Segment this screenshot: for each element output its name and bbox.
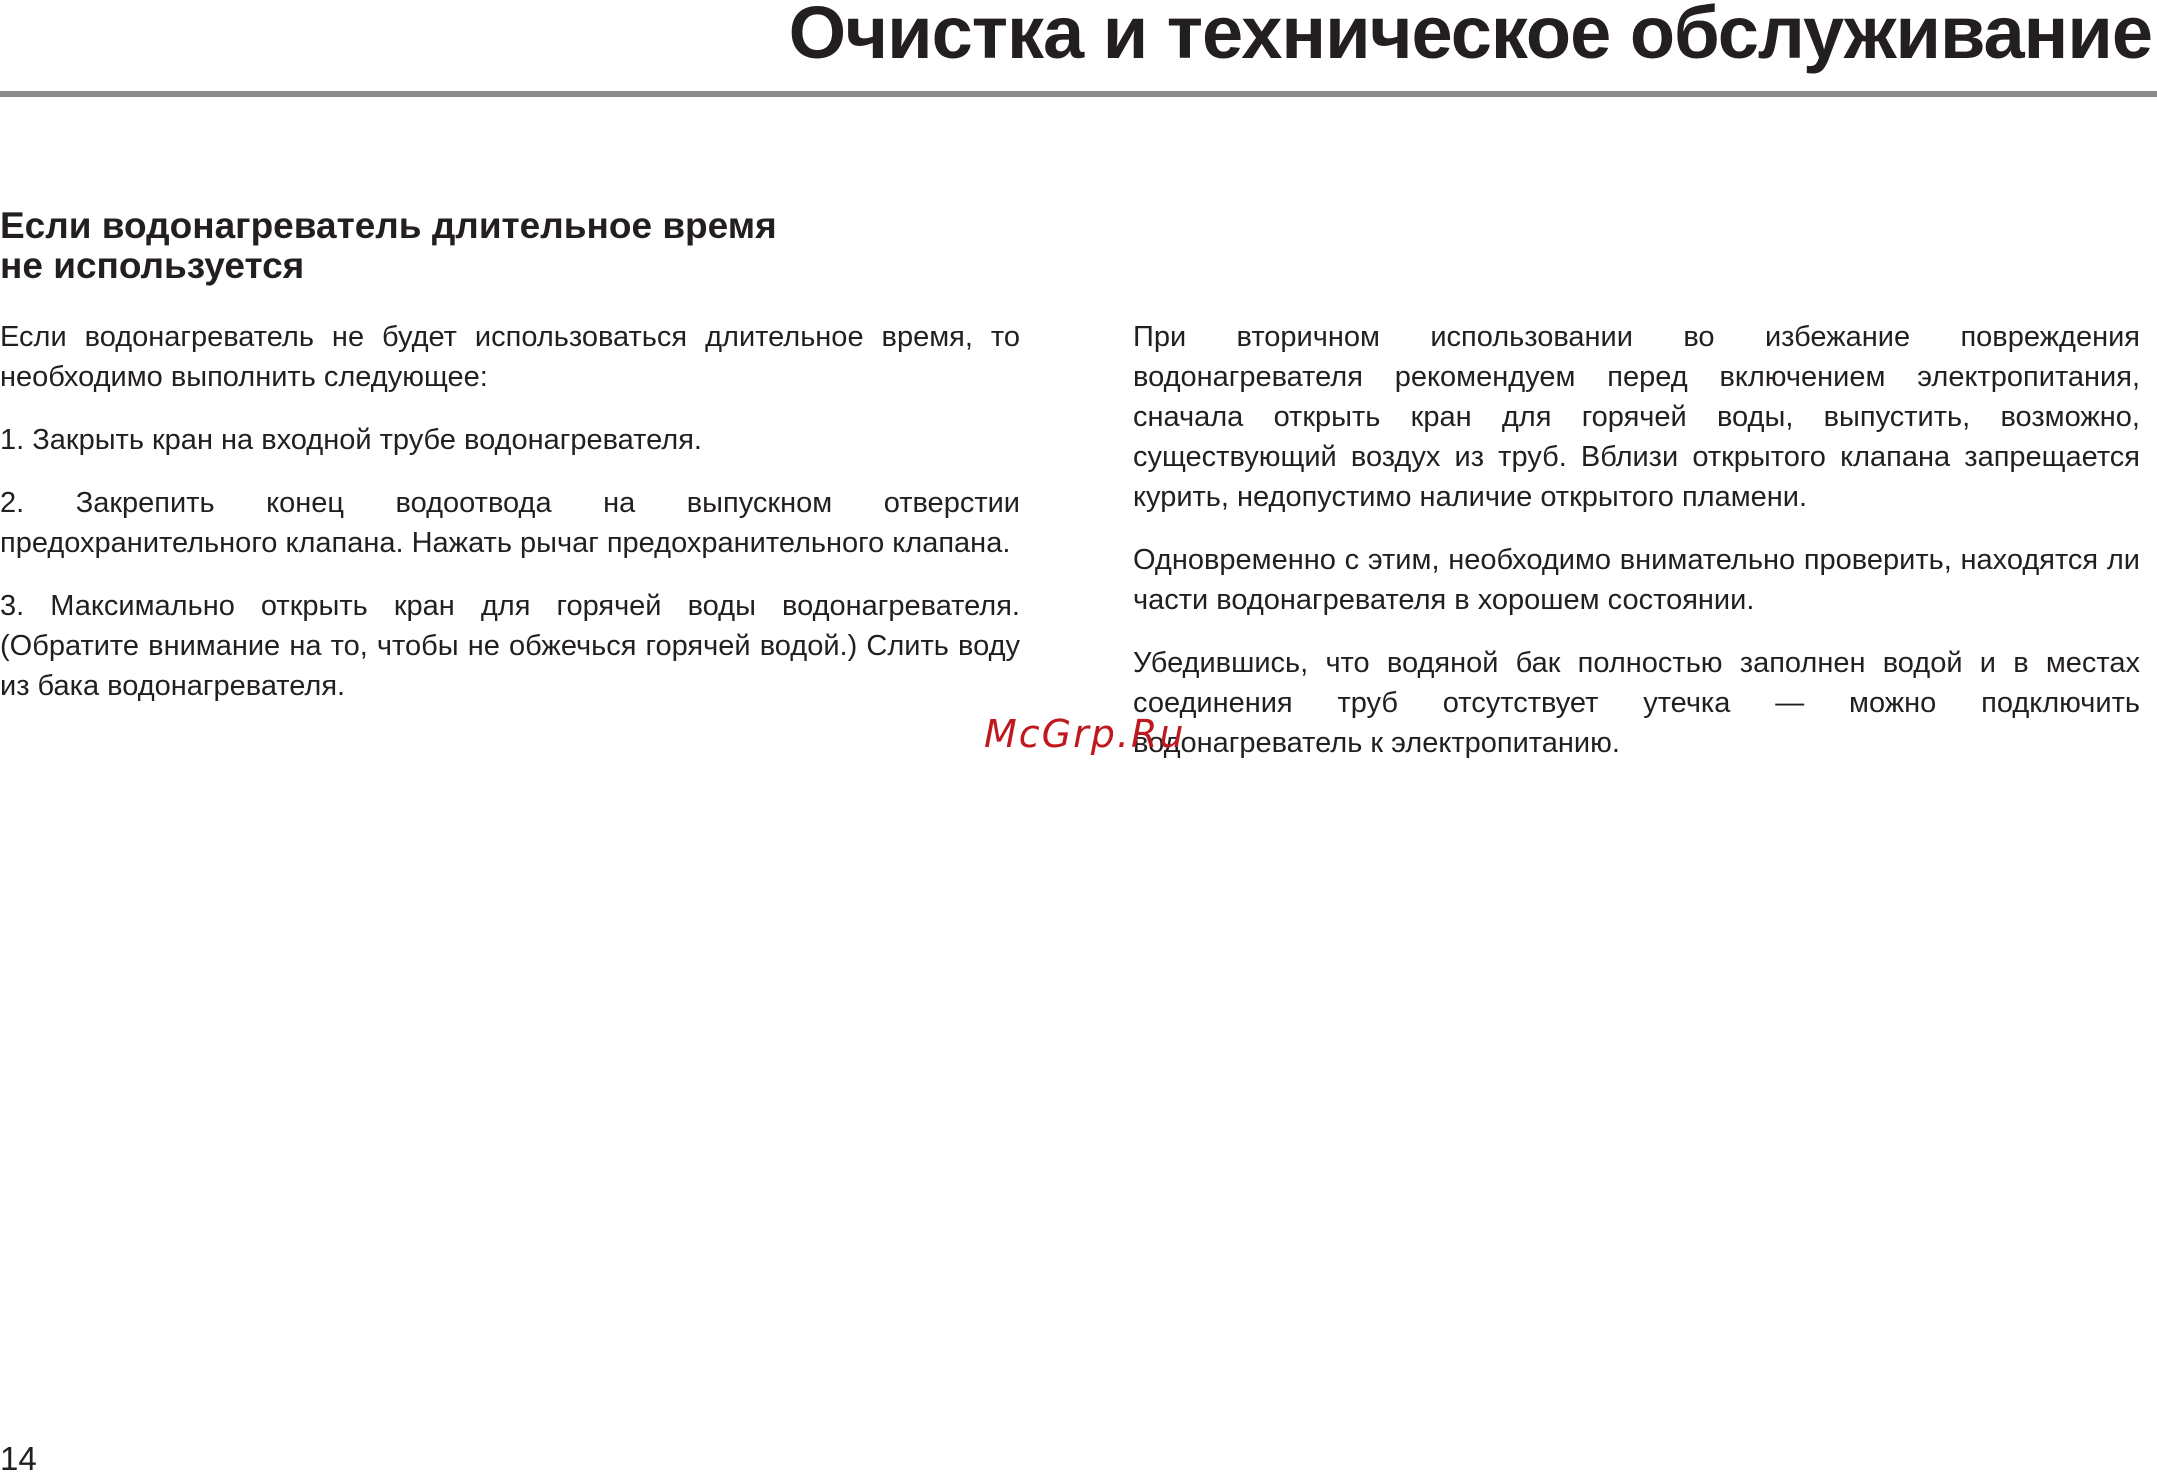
step-1-paragraph: 1. Закрыть кран на входной трубе водонагревателя. — [0, 424, 702, 456]
reuse-paragraph: При вторичном использовании во избежание повреждения водонагревателя рекомендуем перед включением электропитания, сначала открыть кран для горячей воды, выпустить, возможно, существующий воздух из труб. Вблизи открытого клапана запрещается курить, недопустимо наличие открытого пламени. — [1133, 321, 2140, 513]
left-column — [0, 317, 1020, 729]
watermark: McGrp.Ru — [984, 712, 1186, 756]
right-column — [1133, 317, 2140, 786]
inspection-paragraph: Одновременно с этим, необходимо внимательно проверить, находятся ли части водонагревателя в хорошем состоянии. — [1133, 544, 2140, 616]
step-2-paragraph: 2. Закрепить конец водоотвода на выпускном отверстии предохранительного клапана. Нажать рычаг предохранительного клапана. — [0, 487, 1020, 559]
section-heading-line-2: не используется — [0, 245, 305, 286]
section-heading — [0, 206, 1000, 286]
power-connection-paragraph: Убедившись, что водяной бак полностью заполнен водой и в местах соединения труб отсутствует утечка — можно подключить водонагреватель к электропитанию. — [1133, 647, 2140, 759]
title-divider — [0, 91, 2157, 97]
step-3-paragraph: 3. Максимально открыть кран для горячей воды водонагревателя. (Обратите внимание на то, чтобы не обжечься горячей водой.) Слить воду из бака водонагревателя. — [0, 590, 1020, 702]
section-heading-line-1: Если водонагреватель длительное время — [0, 205, 777, 246]
page-title: Очистка и техническое обслуживание — [788, 0, 2152, 74]
intro-paragraph: Если водонагреватель не будет использоваться длительное время, то необходимо выполнить следующее: — [0, 321, 1020, 393]
page-number: 14 — [0, 1440, 37, 1477]
